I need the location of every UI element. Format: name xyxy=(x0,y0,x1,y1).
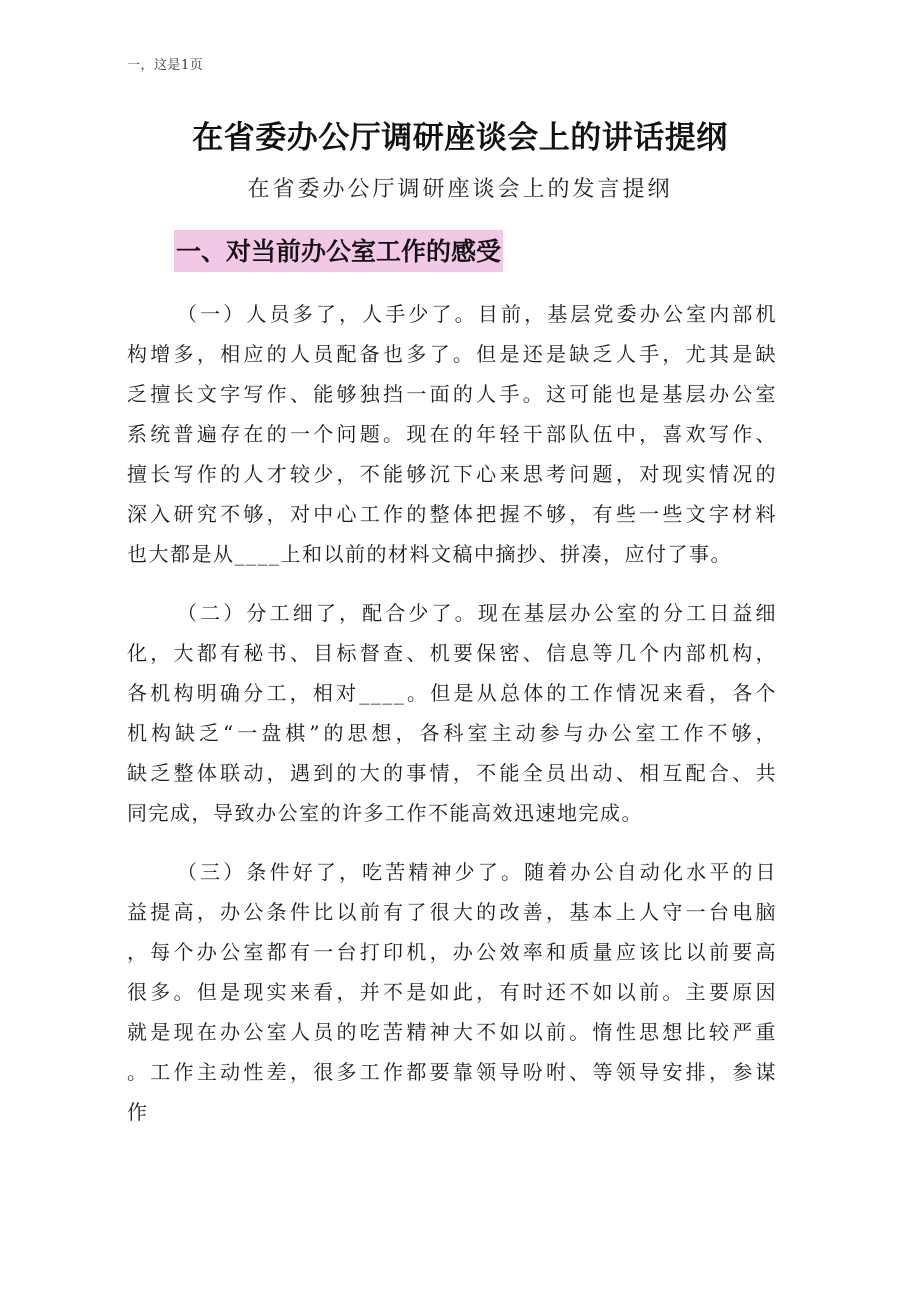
paragraph-line: 作 xyxy=(127,1100,149,1124)
paragraph-line: 缺乏整体联动，遇到的大的事情，不能全员出动、相互配合、共 xyxy=(127,761,777,785)
paragraph-line: 构增多，相应的人员配备也多了。但是还是缺乏人手，尤其是缺 xyxy=(127,342,777,366)
section-heading: 一、对当前办公室工作的感受 xyxy=(174,230,503,272)
paragraph-line: 就是现在办公室人员的吃苦精神大不如以前。惰性思想比较严重 xyxy=(127,1020,777,1044)
paragraph-2 xyxy=(127,593,777,833)
paragraph-line: 也大都是从____上和以前的材料文稿中摘抄、拼凑，应付了事。 xyxy=(127,542,732,566)
paragraph-line: （一）人员多了，人手少了。目前，基层党委办公室内部机 xyxy=(177,302,777,326)
paragraph-line: （二）分工细了，配合少了。现在基层办公室的分工日益细 xyxy=(177,601,777,625)
paragraph-line: 同完成，导致办公室的许多工作不能高效迅速地完成。 xyxy=(127,801,643,825)
document-title: 在省委办公厅调研座谈会上的讲话提纲 xyxy=(192,120,728,156)
paragraph-line: 机构缺乏“一盘棋”的思想，各科室主动参与办公室工作不够， xyxy=(127,721,777,745)
paragraph-1 xyxy=(127,294,777,574)
page-header-note: 一，这是1页 xyxy=(127,58,204,73)
paragraph-3 xyxy=(127,852,777,1132)
paragraph-line: 各机构明确分工，相对____。但是从总体的工作情况来看，各个 xyxy=(127,681,777,705)
paragraph-line: 化，大都有秘书、目标督查、机要保密、信息等几个内部机构， xyxy=(127,641,777,665)
paragraph-line: 乏擅长文字写作、能够独挡一面的人手。这可能也是基层办公室 xyxy=(127,382,777,406)
paragraph-line: （三）条件好了，吃苦精神少了。随着办公自动化水平的日 xyxy=(177,860,777,884)
paragraph-line: 益提高，办公条件比以前有了很大的改善，基本上人守一台电脑 xyxy=(127,900,777,924)
document-body xyxy=(127,294,777,1151)
paragraph-line: ，每个办公室都有一台打印机，办公效率和质量应该比以前要高 xyxy=(127,940,777,964)
paragraph-line: 系统普遍存在的一个问题。现在的年轻干部队伍中，喜欢写作、 xyxy=(127,422,777,446)
paragraph-line: 深入研究不够，对中心工作的整体把握不够，有些一些文字材料 xyxy=(127,502,777,526)
paragraph-line: 。工作主动性差，很多工作都要靠领导吩咐、等领导安排，参谋 xyxy=(127,1060,777,1084)
paragraph-line: 擅长写作的人才较少，不能够沉下心来思考问题，对现实情况的 xyxy=(127,462,777,486)
paragraph-line: 很多。但是现实来看，并不是如此，有时还不如以前。主要原因 xyxy=(127,980,777,1004)
document-subtitle: 在省委办公厅调研座谈会上的发言提纲 xyxy=(247,177,673,202)
